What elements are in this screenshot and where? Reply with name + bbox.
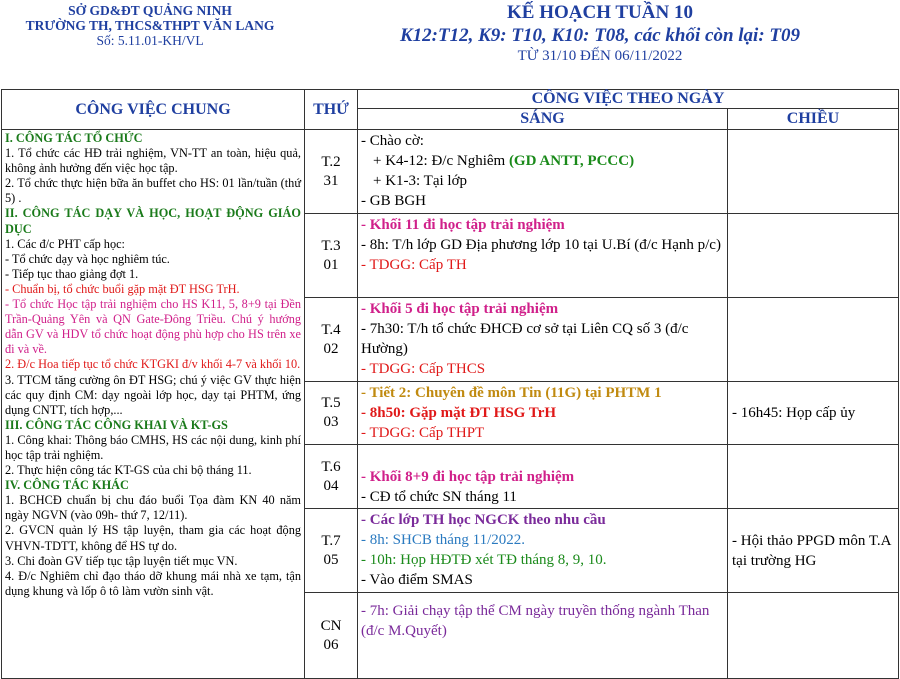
- morning-item: - 8h: SHCB tháng 11/2022.: [361, 532, 526, 548]
- morning-cell: [358, 509, 728, 593]
- morning-item: - Vào điểm SMAS: [361, 572, 473, 588]
- morning-item: - TDGG: Cấp TH: [361, 257, 467, 273]
- day-label: T.6: [321, 458, 341, 475]
- afternoon-cell: [728, 445, 899, 509]
- morning-item: - TDGG: Cấp THPT: [361, 425, 485, 441]
- general-work-header: CÔNG VIỆC CHUNG: [2, 90, 305, 130]
- morning-item: + K1-3: Tại lớp: [373, 173, 468, 189]
- morning-cell: [358, 214, 728, 298]
- morning-cell: [358, 445, 728, 509]
- general-item: - Tiếp tục thao giảng đợt 1.: [5, 266, 139, 281]
- morning-item: - Khối 11 đi học tập trải nghiệm: [361, 217, 565, 233]
- afternoon-cell: [728, 214, 899, 298]
- morning-item: - Các lớp TH học NGCK theo nhu cầu: [361, 512, 606, 528]
- morning-item: - Tiết 2: Chuyên đề môn Tin (11G) tại PHTM 1: [361, 385, 662, 401]
- day-date: 04: [323, 477, 339, 494]
- morning-item: - 7h: Giải chạy tập thể CM ngày truyền thống ngành Than (đ/c M.Quyết): [361, 603, 710, 639]
- day-cell: [305, 382, 358, 445]
- day-header: THỨ: [305, 90, 358, 130]
- section-title: III. CÔNG TÁC CÔNG KHAI VÀ KT-GS: [5, 417, 228, 432]
- general-item: - Tổ chức dạy và học nghiêm túc.: [5, 251, 170, 266]
- day-label: T.3: [321, 237, 341, 254]
- plan-subtitle: K12:T12, K9: T10, K10: T08, các khối còn lại: T09: [399, 25, 801, 46]
- morning-item: - Khối 5 đi học tập trải nghiệm: [361, 301, 559, 317]
- general-item: 2. Tổ chức thực hiện bữa ăn buffet cho HS: 01 lần/tuần (thứ 5) .: [5, 176, 301, 206]
- afternoon-cell: [728, 298, 899, 382]
- general-item: 1. Công khai: Thông báo CMHS, HS các nội dung, kinh phí học tập trải nghiệm.: [5, 432, 301, 462]
- morning-item: [361, 151, 724, 171]
- day-cell: [305, 445, 358, 509]
- section-title: I. CÔNG TÁC TỔ CHỨC: [5, 131, 143, 145]
- morning-item-highlight: (GD ANTT, PCCC): [508, 153, 635, 169]
- day-label: T.2: [321, 153, 341, 170]
- afternoon-cell: [728, 593, 899, 679]
- general-item: 3. Chi đoàn GV tiếp tục tập luyện tiết mục VN.: [5, 553, 238, 568]
- day-cell: [305, 509, 358, 593]
- morning-item: - GB BGH: [361, 193, 427, 209]
- general-item: 1. Tổ chức các HĐ trải nghiệm, VN-TT an toàn, hiệu quả, không ảnh hưởng đến việc học tập.: [5, 146, 301, 176]
- document-number: Số: 5.11.01-KH/VL: [96, 33, 204, 48]
- day-date: 01: [323, 256, 339, 273]
- afternoon-cell: - Hội thảo PPGD môn T.A tại trường HG: [728, 509, 899, 593]
- general-item: 2. Thực hiện công tác KT-GS của chi bộ tháng 11.: [5, 463, 252, 478]
- department-name: SỞ GD&ĐT QUẢNG NINH: [68, 3, 232, 18]
- morning-item: - TDGG: Cấp THCS: [361, 361, 486, 377]
- day-cell: [305, 593, 358, 679]
- day-label: T.7: [321, 532, 341, 549]
- day-date: 06: [323, 636, 339, 653]
- day-date: 03: [323, 414, 339, 430]
- school-header: [0, 3, 300, 48]
- morning-cell: [358, 298, 728, 382]
- general-work-cell: [2, 130, 305, 679]
- morning-item: - 8h: T/h lớp GD Địa phương lớp 10 tại U.Bí (đ/c Hạnh p/c): [361, 237, 721, 253]
- school-name: TRƯỜNG TH, THCS&THPT VĂN LANG: [25, 18, 275, 33]
- plan-header: [300, 2, 900, 65]
- day-cell: [305, 130, 358, 214]
- morning-item: - 7h30: T/h tổ chức ĐHCĐ cơ sở tại Liên CQ số 3 (đ/c Hường): [361, 321, 689, 357]
- daily-work-header: CÔNG VIỆC THEO NGÀY: [358, 90, 899, 109]
- general-item: 2. GVCN quản lý HS tập luyện, tham gia các hoạt động VHVN-TDTT, không để HS tự do.: [5, 523, 301, 553]
- day-date: 02: [323, 340, 339, 357]
- morning-item: - Chào cờ:: [361, 133, 424, 149]
- afternoon-cell: - 16h45: Họp cấp ủy: [728, 382, 899, 445]
- section-title: II. CÔNG TÁC DẠY VÀ HỌC, HOẠT ĐỘNG GIÁO DỤC: [5, 206, 301, 236]
- plan-title: KẾ HOẠCH TUẦN 10: [507, 2, 693, 23]
- plan-date-range: TỪ 31/10 ĐẾN 06/11/2022: [517, 48, 683, 64]
- day-label: T.4: [321, 321, 341, 338]
- general-item: 2. Đ/c Hoa tiếp tục tổ chức KTGKI đ/v khối 4-7 và khối 10.: [5, 357, 301, 372]
- general-item: 1. Các đ/c PHT cấp học:: [5, 236, 125, 251]
- morning-item: - 8h50: Gặp mặt ĐT HSG TrH: [361, 405, 557, 421]
- morning-item: - Khối 8+9 đi học tập trải nghiệm: [361, 469, 575, 485]
- general-item: 1. BCHCĐ chuẩn bị chu đáo buổi Tọa đàm KN 40 năm ngày NGVN (vào 09h- thứ 7, 12/11).: [5, 493, 301, 523]
- general-item: - Chuẩn bị, tổ chức buổi gặp mặt ĐT HSG TrH.: [5, 281, 240, 296]
- morning-cell: [358, 382, 728, 445]
- day-label: T.5: [321, 395, 341, 411]
- morning-header: SÁNG: [358, 109, 728, 130]
- general-item: - Tổ chức Học tập trải nghiệm cho HS K11, 5, 8+9 tại Đền Trần-Quảng Yên và QN Gate-Đông Triều. Chú ý hướng dẫn GV và HDV tổ chức hoạt động phù hợp cho HS trên xe đi và về.: [5, 297, 301, 357]
- morning-item-text: + K4-12: Đ/c Nghiêm: [373, 153, 509, 169]
- weekly-plan-table: [1, 89, 899, 679]
- general-item: 4. Đ/c Nghiêm chỉ đạo tháo dỡ khung mái nhà xe tạm, tận dụng khung và lốp ô tô làm vườn sinh vật.: [5, 568, 301, 598]
- morning-cell: [358, 130, 728, 214]
- afternoon-cell: [728, 130, 899, 214]
- morning-item: - CĐ tổ chức SN tháng 11: [361, 489, 517, 505]
- day-label: CN: [320, 617, 342, 634]
- day-cell: [305, 298, 358, 382]
- afternoon-header: CHIỀU: [728, 109, 899, 130]
- day-date: 31: [323, 172, 339, 189]
- morning-cell: [358, 593, 728, 679]
- day-cell: [305, 214, 358, 298]
- section-title: IV. CÔNG TÁC KHÁC: [5, 478, 129, 493]
- morning-item: - 10h: Họp HĐTĐ xét TĐ tháng 8, 9, 10.: [361, 552, 607, 568]
- day-date: 05: [323, 551, 339, 568]
- general-item: 3. TTCM tăng cường ôn ĐT HSG; chú ý việc GV thực hiện các quy định CM: dạy ngoài lớp học, dạy tại PHTM, ứng dụng CNTT, tích hợp,...: [5, 372, 301, 417]
